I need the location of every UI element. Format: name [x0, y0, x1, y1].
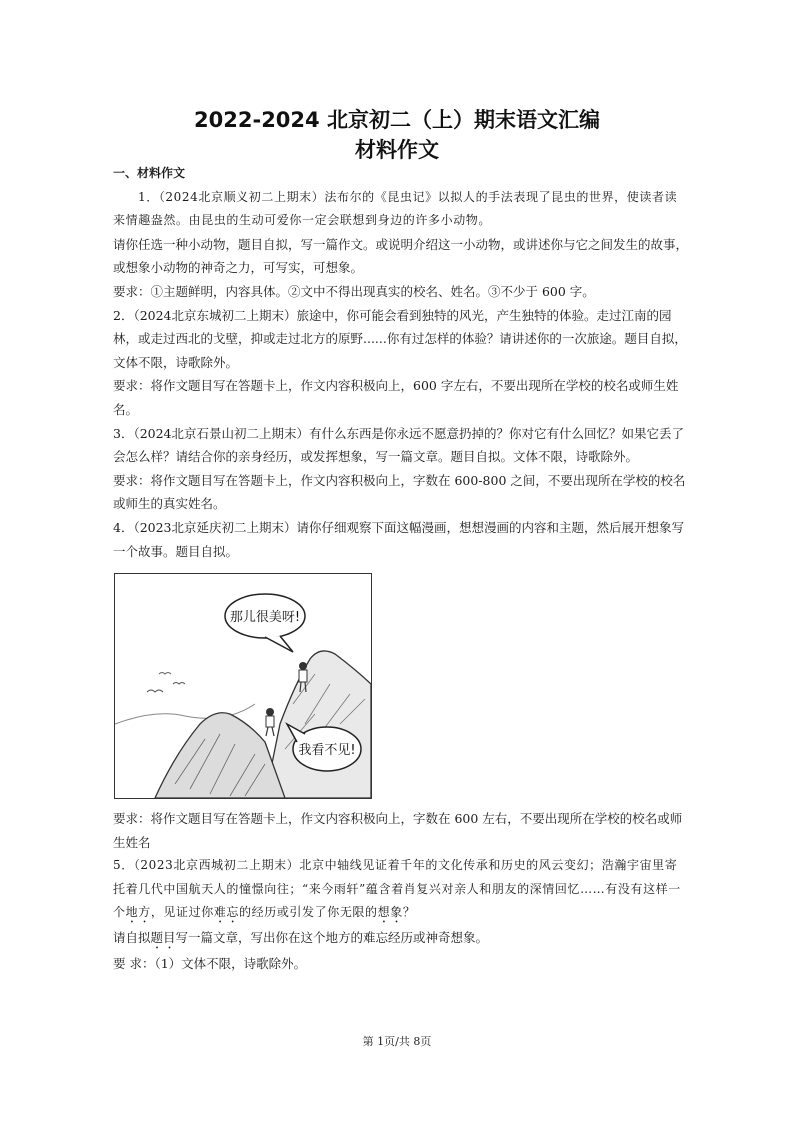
q1-prompt: 1．（2024北京顺义初二上期末）法布尔的《昆虫记》以拟人的手法表现了昆虫的世界，使读者读来情趣盎然。由昆虫的生动可爱你一定会联想到身边的许多小动物。: [113, 189, 678, 228]
cartoon-illustration: [115, 574, 371, 798]
q5-task-b: 写一篇文章，写出你在这个地方的难忘经历或神奇想象。: [175, 930, 489, 946]
page-number: 第 1页/共 8页: [362, 1035, 432, 1048]
bubble-top-text: 那儿很美呀!: [229, 610, 301, 626]
q5-requirements: 要 求：（1）文体不限，诗歌除外。: [113, 956, 307, 972]
q1-task: 请你任选一种小动物，题目自拟，写一篇作文。或说明介绍这一小动物，或讲述你与它之间发生的故事，或想象小动物的神奇之力，可写实，可想象。: [113, 236, 689, 276]
q5-emphasis-place: 地方: [125, 905, 151, 920]
document-subtitle: 材料作文: [355, 138, 439, 162]
q5-emphasis-imagination: 想象: [377, 905, 403, 920]
q5-text-a: 5．（2023北京西城初二上期末）北京中轴线见证着千年的文化传承和历史的风云变幻；浩瀚宇宙里寄托着几代中国航天人的憧憬向往；“来今雨轩”蕴含着肖复兴对亲人和朋友的深情回忆……有没有这样一个: [113, 858, 681, 920]
cartoon-figure: [114, 573, 372, 799]
q2-prompt: 2．（2024北京东城初二上期末）旅途中，你可能会看到独特的风光，产生独特的体验。走过江南的园林，或走过西北的戈壁，抑或走过北方的原野......你有过怎样的体验？请讲述你的一次旅途。题目自拟，文体不限，诗歌除外。: [113, 307, 687, 370]
q4-requirements: 要求：将作文题目写在答题卡上，作文内容积极向上，字数在 600 左右，不要出现所在学校的校名或师生姓名: [113, 811, 683, 850]
q5-text-d: ？: [402, 905, 416, 920]
q5-text-c: 的经历或引发了你无限的: [239, 905, 378, 920]
q3-prompt: 3．（2024北京石景山初二上期末）有什么东西是你永远不愿意扔掉的？你对它有什么回忆？如果它丢了会怎么样？请结合你的亲身经历，或发挥想象，写一篇文章。题目自拟。文体不限，诗歌除外。: [113, 425, 685, 465]
q5-emphasis-memorable: 难忘: [213, 905, 240, 920]
q1-requirements: 要求：①主题鲜明，内容具体。②文中不得出现真实的校名、姓名。③不少于 600 字。: [113, 283, 595, 299]
q4-prompt: 4．（2023北京延庆初二上期末）请你仔细观察下面这幅漫画，想想漫画的内容和主题，然后展开想象写一个故事。题目自拟。: [113, 519, 685, 559]
q5-text-b: ，见证过你: [150, 905, 214, 920]
section-heading: 一、材料作文: [113, 166, 186, 180]
document-body: [113, 162, 689, 976]
q2-requirements: 要求：将作文题目写在答题卡上，作文内容积极向上，600 字左右，不要出现所在学校的校名或师生姓名。: [113, 378, 679, 417]
q5-task: [113, 926, 689, 952]
q5-prompt: [113, 854, 689, 926]
q5-emphasis-title: 题目: [150, 930, 176, 946]
bubble-bottom-text: 我看不见!: [298, 743, 356, 759]
q5-task-a: 请自拟: [113, 930, 151, 946]
q3-requirements: 要求：将作文题目写在答题卡上，作文内容积极向上，字数在 600-800 之间，不要出现所在学校的校名或师生的真实姓名。: [113, 472, 686, 512]
document-title: 2022-2024 北京初二（上）期末语文汇编: [194, 108, 600, 132]
